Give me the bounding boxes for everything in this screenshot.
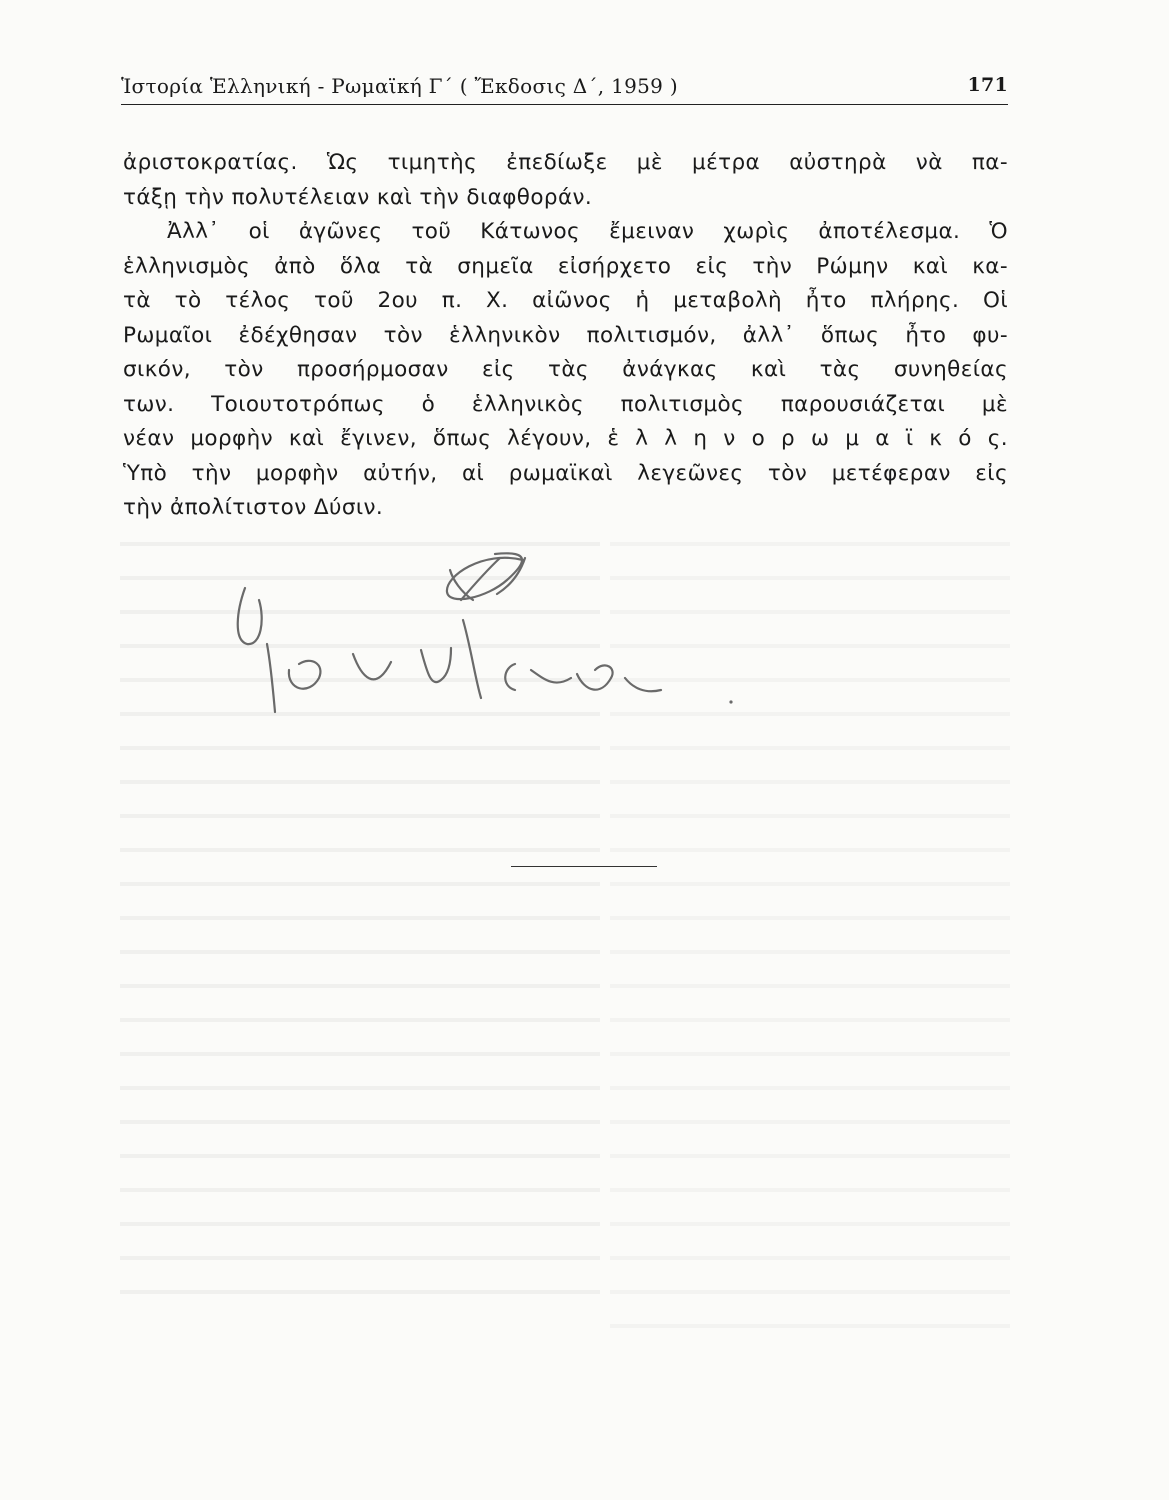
body-paragraphs bbox=[123, 146, 1008, 526]
text-line: σικόν, τὸν προσήρμοσαν εἰς τὰς ἀνάγκας καὶ τὰς συνηθείας bbox=[123, 357, 1008, 382]
text-line: Ἀλλ᾽ οἱ ἀγῶνες τοῦ Κάτωνος ἔμειναν χωρὶς ἀποτέλεσμα. Ὁ bbox=[167, 219, 1008, 244]
page-number: 171 bbox=[967, 74, 1008, 96]
running-header bbox=[121, 74, 1008, 105]
text-line: των. Τοιουτοτρόπως ὁ ἑλληνικὸς πολιτισμὸς παρουσιάζεται μὲ bbox=[123, 391, 1008, 417]
text-line: τὴν ἀπολίτιστον Δύσιν. bbox=[123, 495, 384, 520]
text-line: ἀριστοκρατίας. Ὡς τιμητὴς ἐπεδίωξε μὲ μέτρα αὐστηρὰ νὰ πα- bbox=[123, 150, 1008, 175]
text-line: τάξῃ τὴν πολυτέλειαν καὶ τὴν διαφθοράν. bbox=[123, 184, 593, 210]
text-line: ἑλληνισμὸς ἀπὸ ὅλα τὰ σημεῖα εἰσήρχετο εἰς τὴν Ρώμην καὶ κα- bbox=[123, 253, 1008, 279]
running-title: Ἱστορία Ἑλληνική - Ρωμαϊκή Γ΄ ( Ἔκδοσις Δ΄, 1959 ) bbox=[121, 74, 678, 98]
text-line: Ρωμαῖοι ἐδέχθησαν τὸν ἑλληνικὸν πολιτισμόν, ἀλλ᾽ ὅπως ἦτο φυ- bbox=[123, 322, 1008, 348]
section-end-rule bbox=[511, 866, 657, 867]
handwritten-signature bbox=[225, 540, 765, 720]
text-line: τὰ τὸ τέλος τοῦ 2ου π. Χ. αἰῶνος ἡ μεταβολὴ ἦτο πλήρης. Οἱ bbox=[123, 288, 1008, 313]
text-line: νέαν μορφὴν καὶ ἔγινεν, ὅπως λέγουν, ἑ λ λ η ν ο ρ ω μ α ϊ κ ό ς. bbox=[123, 426, 1008, 451]
text-line: Ὑπὸ τὴν μορφὴν αὐτήν, αἱ ρωμαϊκαὶ λεγεῶνες τὸν μετέφεραν εἰς bbox=[123, 460, 1008, 486]
